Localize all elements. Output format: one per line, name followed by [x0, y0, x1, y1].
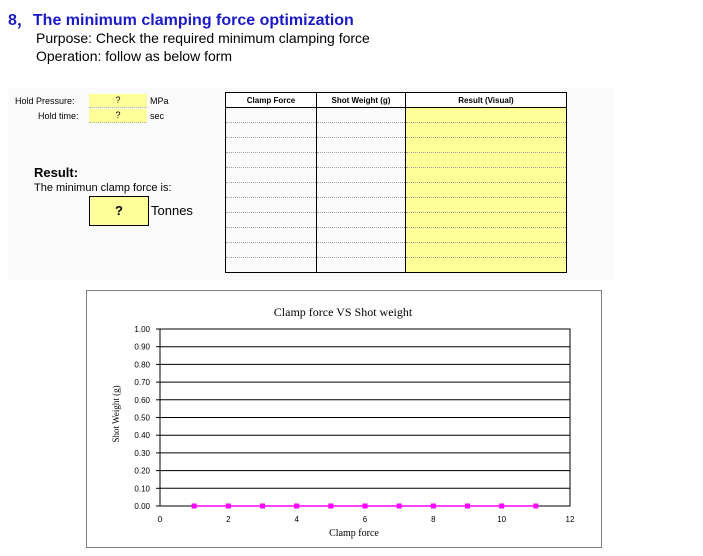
- hold-pressure-label: Hold Pressure:: [15, 96, 75, 106]
- y-tick-label: 0.50: [134, 413, 150, 423]
- header-result-visual: Result (Visual): [406, 93, 567, 108]
- clamp-force-cell[interactable]: [226, 213, 317, 228]
- result-visual-cell[interactable]: [406, 168, 567, 183]
- data-point: [397, 504, 402, 509]
- shot-weight-cell[interactable]: [317, 153, 406, 168]
- data-point: [431, 504, 436, 509]
- shot-weight-cell[interactable]: [317, 258, 406, 273]
- x-tick-label: 10: [497, 515, 507, 524]
- table-row: [226, 228, 567, 243]
- shot-weight-cell[interactable]: [317, 213, 406, 228]
- y-tick-label: 0.30: [134, 448, 150, 458]
- result-visual-cell[interactable]: [406, 228, 567, 243]
- x-axis-label: Clamp force: [329, 528, 379, 539]
- result-visual-cell[interactable]: [406, 138, 567, 153]
- result-visual-cell[interactable]: [406, 198, 567, 213]
- table-row: [226, 138, 567, 153]
- data-point: [465, 504, 470, 509]
- clamp-force-cell[interactable]: [226, 153, 317, 168]
- x-tick-label: 12: [565, 515, 575, 524]
- x-tick-label: 2: [226, 515, 231, 524]
- data-point: [499, 504, 504, 509]
- clamp-force-chart: [86, 290, 602, 548]
- x-tick-label: 4: [294, 515, 299, 524]
- table-row: [226, 123, 567, 138]
- result-visual-cell[interactable]: [406, 108, 567, 123]
- result-visual-cell[interactable]: [406, 258, 567, 273]
- y-tick-label: 0.70: [134, 378, 150, 388]
- result-unit: Tonnes: [151, 203, 193, 218]
- purpose-text: Purpose: Check the required minimum clamping force: [36, 30, 370, 46]
- shot-weight-cell[interactable]: [317, 168, 406, 183]
- clamp-force-cell[interactable]: [226, 198, 317, 213]
- y-tick-label: 0.80: [134, 360, 150, 370]
- hold-time-label: Hold time:: [38, 111, 79, 121]
- clamp-force-cell[interactable]: [226, 123, 317, 138]
- result-visual-cell[interactable]: [406, 213, 567, 228]
- data-point: [294, 504, 299, 509]
- clamp-force-cell[interactable]: [226, 108, 317, 123]
- hold-pressure-input[interactable]: ?: [89, 94, 147, 108]
- table-row: [226, 183, 567, 198]
- y-tick-label: 0.60: [134, 395, 150, 405]
- y-tick-label: 0.20: [134, 466, 150, 476]
- y-tick-label: 0.90: [134, 342, 150, 352]
- data-point: [260, 504, 265, 509]
- result-visual-cell[interactable]: [406, 153, 567, 168]
- hold-time-unit: sec: [150, 111, 165, 121]
- result-visual-cell[interactable]: [406, 243, 567, 258]
- table-row: [226, 153, 567, 168]
- table-row: [226, 258, 567, 273]
- chart-title: Clamp force VS Shot weight: [273, 305, 413, 319]
- hold-pressure-unit: MPa: [150, 96, 169, 106]
- shot-weight-cell[interactable]: [317, 108, 406, 123]
- table-row: [226, 198, 567, 213]
- shot-weight-cell[interactable]: [317, 138, 406, 153]
- shot-weight-cell[interactable]: [317, 123, 406, 138]
- y-tick-label: 1.00: [134, 325, 150, 334]
- result-heading: Result:: [34, 165, 79, 180]
- shot-weight-cell[interactable]: [317, 198, 406, 213]
- header-clamp-force: Clamp Force: [226, 93, 317, 108]
- table-row: [226, 108, 567, 123]
- shot-weight-cell[interactable]: [317, 243, 406, 258]
- y-tick-label: 0.10: [134, 484, 150, 494]
- y-tick-label: 0.40: [134, 431, 150, 441]
- result-visual-cell[interactable]: [406, 183, 567, 198]
- data-point: [192, 504, 197, 509]
- header-shot-weight: Shot Weight (g): [317, 93, 406, 108]
- clamp-force-cell[interactable]: [226, 168, 317, 183]
- data-point: [328, 504, 333, 509]
- shot-weight-cell[interactable]: [317, 183, 406, 198]
- x-tick-label: 8: [431, 515, 436, 524]
- clamp-force-cell[interactable]: [226, 258, 317, 273]
- operation-text: Operation: follow as below form: [36, 48, 233, 64]
- page-title: 8，The minimum clamping force optimization: [8, 12, 354, 29]
- table-row: [226, 213, 567, 228]
- data-point: [363, 504, 368, 509]
- data-point: [533, 504, 538, 509]
- clamp-data-table: [225, 92, 567, 273]
- y-axis-label: Shot Weight (g): [111, 385, 121, 443]
- x-tick-label: 6: [362, 515, 368, 524]
- clamp-force-cell[interactable]: [226, 243, 317, 258]
- result-value-box[interactable]: ?: [89, 196, 149, 226]
- clamp-force-cell[interactable]: [226, 228, 317, 243]
- hold-time-input[interactable]: ?: [89, 109, 147, 123]
- data-point: [226, 504, 231, 509]
- clamp-force-cell[interactable]: [226, 138, 317, 153]
- y-tick-label: 0.00: [134, 502, 150, 511]
- result-sentence: The minimun clamp force is:: [34, 182, 172, 194]
- table-row: [226, 168, 567, 183]
- clamp-force-cell[interactable]: [226, 183, 317, 198]
- table-row: [226, 243, 567, 258]
- shot-weight-cell[interactable]: [317, 228, 406, 243]
- result-visual-cell[interactable]: [406, 123, 567, 138]
- x-tick-label: 0: [157, 515, 163, 524]
